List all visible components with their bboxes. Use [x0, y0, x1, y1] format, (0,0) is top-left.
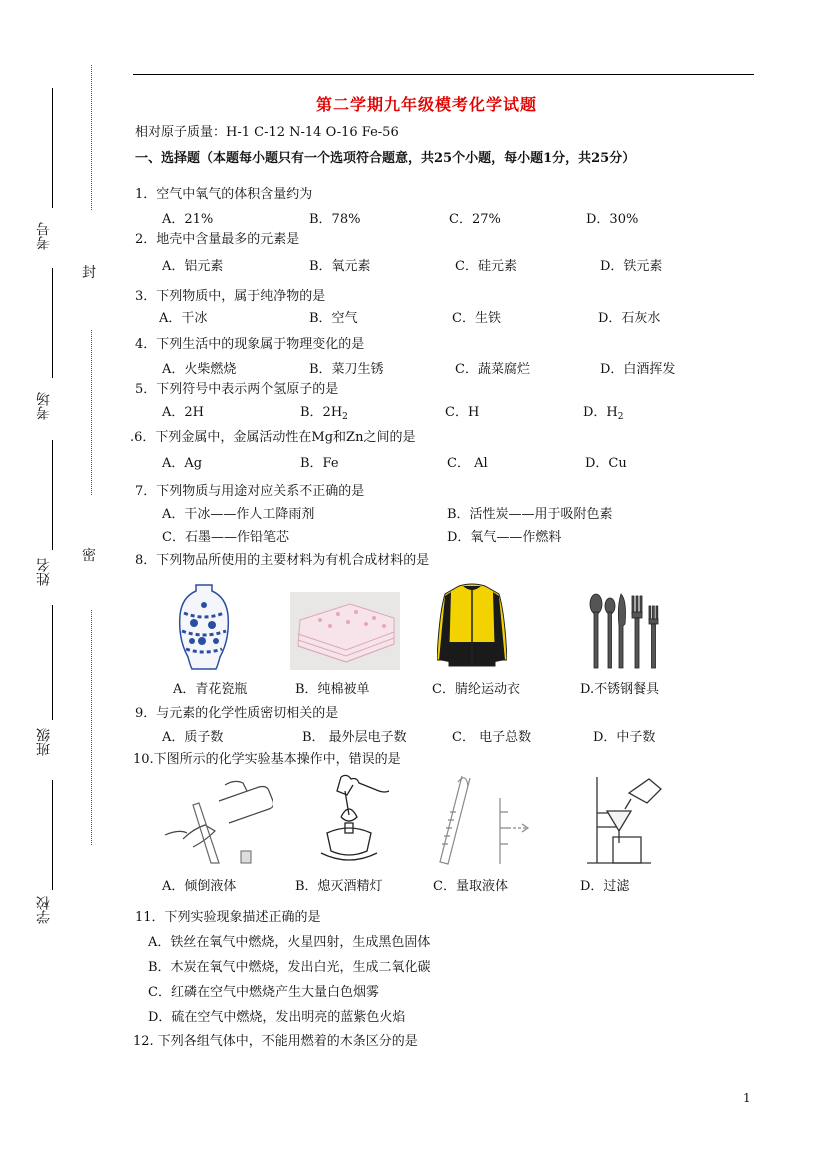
q4-option-a: A．火柴燃烧: [162, 362, 237, 377]
subscript: 2: [342, 412, 348, 422]
q9-option-c: C． 电子总数: [452, 730, 532, 745]
vase-image: [176, 583, 232, 671]
q11-option-d: D．硫在空气中燃烧，发出明亮的蓝紫色火焰: [148, 1010, 406, 1025]
quilt-image: [290, 592, 400, 670]
q5-option-c: C．H: [445, 405, 480, 420]
seal-dotted-line: [91, 330, 92, 495]
seal-char: 密: [82, 548, 96, 564]
question-11-stem: 11．下列实验现象描述正确的是: [135, 910, 321, 925]
seal-dotted-line: [91, 610, 92, 845]
cutlery-image: [587, 592, 665, 670]
q9-option-b: B． 最外层电子数: [302, 730, 407, 745]
seal-dotted-line: [91, 65, 92, 210]
q8-option-a: A．青花瓷瓶: [173, 682, 248, 697]
subscript: 2: [617, 412, 624, 422]
extinguish-lamp-image: [311, 773, 391, 869]
q8-option-b: B．纯棉被单: [295, 682, 370, 697]
q4-option-b: B．菜刀生锈: [309, 362, 384, 377]
q9-option-d: D．中子数: [593, 730, 656, 745]
q5-option-a: A．2H: [162, 405, 204, 420]
question-5-stem: 5．下列符号中表示两个氢原子的是: [135, 382, 339, 397]
q7-option-a: A．干冰——作人工降雨剂: [162, 507, 315, 522]
blank-line: [52, 88, 53, 208]
q10-option-d: D．过滤: [580, 879, 630, 894]
question-2-stem: 2．地壳中含量最多的元素是: [135, 232, 300, 247]
filtration-image: [585, 773, 665, 869]
q3-option-d: D．石灰水: [598, 311, 661, 326]
q1-option-c: C．27%: [449, 212, 501, 227]
q9-option-a: A．质子数: [162, 730, 224, 745]
blank-line: [52, 780, 53, 890]
page-title: 第二学期九年级模考化学试题: [316, 95, 538, 114]
question-9-stem: 9．与元素的化学性质密切相关的是: [135, 706, 339, 721]
question-6-stem: .6．下列金属中，金属活动性在Mg和Zn之间的是: [130, 430, 416, 445]
q11-option-c: C．红磷在空气中燃烧产生大量白色烟雾: [148, 985, 379, 1000]
q2-option-a: A．铝元素: [162, 259, 224, 274]
q5-option-d: [583, 405, 624, 425]
q7-option-c: C．石墨——作铅笔芯: [162, 530, 289, 545]
q6-option-d: D．Cu: [585, 456, 627, 471]
seal-char: 封: [82, 265, 96, 281]
blank-line: [52, 268, 53, 378]
q10-option-a: A．倾倒液体: [162, 879, 237, 894]
q7-option-d: D．氧气——作燃料: [447, 530, 562, 545]
q2-option-d: D．铁元素: [600, 259, 663, 274]
blank-line: [52, 605, 53, 720]
question-10-stem: 10.下图所示的化学实验基本操作中，错误的是: [133, 752, 401, 767]
q6-option-b: B．Fe: [300, 456, 339, 471]
q1-option-d: D．30%: [586, 212, 639, 227]
q2-option-b: B．氧元素: [309, 259, 371, 274]
measure-cylinder-image: [432, 772, 542, 870]
q4-option-c: C．蔬菜腐烂: [455, 362, 530, 377]
q6-option-a: A．Ag: [162, 456, 203, 471]
top-rule: [133, 74, 754, 75]
q5-option-b: [300, 405, 348, 425]
pour-liquid-image: [163, 775, 273, 867]
q11-option-a: A．铁丝在氧气中燃烧，火星四射，生成黑色固体: [148, 935, 431, 950]
jacket-image: [437, 582, 507, 668]
q8-option-c: C．腈纶运动衣: [432, 682, 520, 697]
label-class: 班级: [36, 728, 52, 756]
q3-option-a: A．干冰: [159, 311, 208, 326]
label-exam-number: 考号: [36, 222, 52, 250]
label-school: 学校: [36, 896, 52, 924]
q7-option-b: B．活性炭——用于吸附色素: [447, 507, 613, 522]
question-8-stem: 8．下列物品所使用的主要材料为有机合成材料的是: [135, 553, 430, 568]
question-1-stem: 1．空气中氧气的体积含量约为: [135, 187, 313, 202]
question-7-stem: 7．下列物质与用途对应关系不正确的是: [135, 484, 365, 499]
q1-option-b: B．78%: [309, 212, 361, 227]
atomic-mass-line: 相对原子质量：H-1 C-12 N-14 O-16 Fe-56: [135, 125, 399, 140]
section-heading: 一、选择题（本题每小题只有一个选项符合题意，共25个小题，每小题1分，共25分）: [135, 151, 636, 166]
q5-option-d-text: D．H: [583, 405, 618, 420]
q10-option-b: B．熄灭酒精灯: [295, 879, 383, 894]
q5-option-b-text: B．2H: [300, 405, 343, 420]
q8-option-d: D.不锈钢餐具: [580, 682, 660, 697]
blank-line: [52, 440, 53, 550]
question-3-stem: 3．下列物质中，属于纯净物的是: [135, 289, 326, 304]
q6-option-c: C． Al: [447, 456, 488, 471]
question-4-stem: 4．下列生活中的现象属于物理变化的是: [135, 337, 365, 352]
page-number: 1: [743, 1091, 751, 1105]
q3-option-b: B．空气: [309, 311, 358, 326]
q10-option-c: C．量取液体: [433, 879, 508, 894]
question-12-stem: 12. 下列各组气体中，不能用燃着的木条区分的是: [133, 1034, 418, 1049]
q1-option-a: A．21%: [162, 212, 214, 227]
label-exam-room: 考场: [36, 392, 52, 420]
q4-option-d: D．白酒挥发: [600, 362, 676, 377]
q2-option-c: C．硅元素: [455, 259, 517, 274]
q11-option-b: B．木炭在氧气中燃烧，发出白光，生成二氧化碳: [148, 960, 431, 975]
label-name: 姓名: [36, 558, 52, 586]
q3-option-c: C．生铁: [452, 311, 501, 326]
